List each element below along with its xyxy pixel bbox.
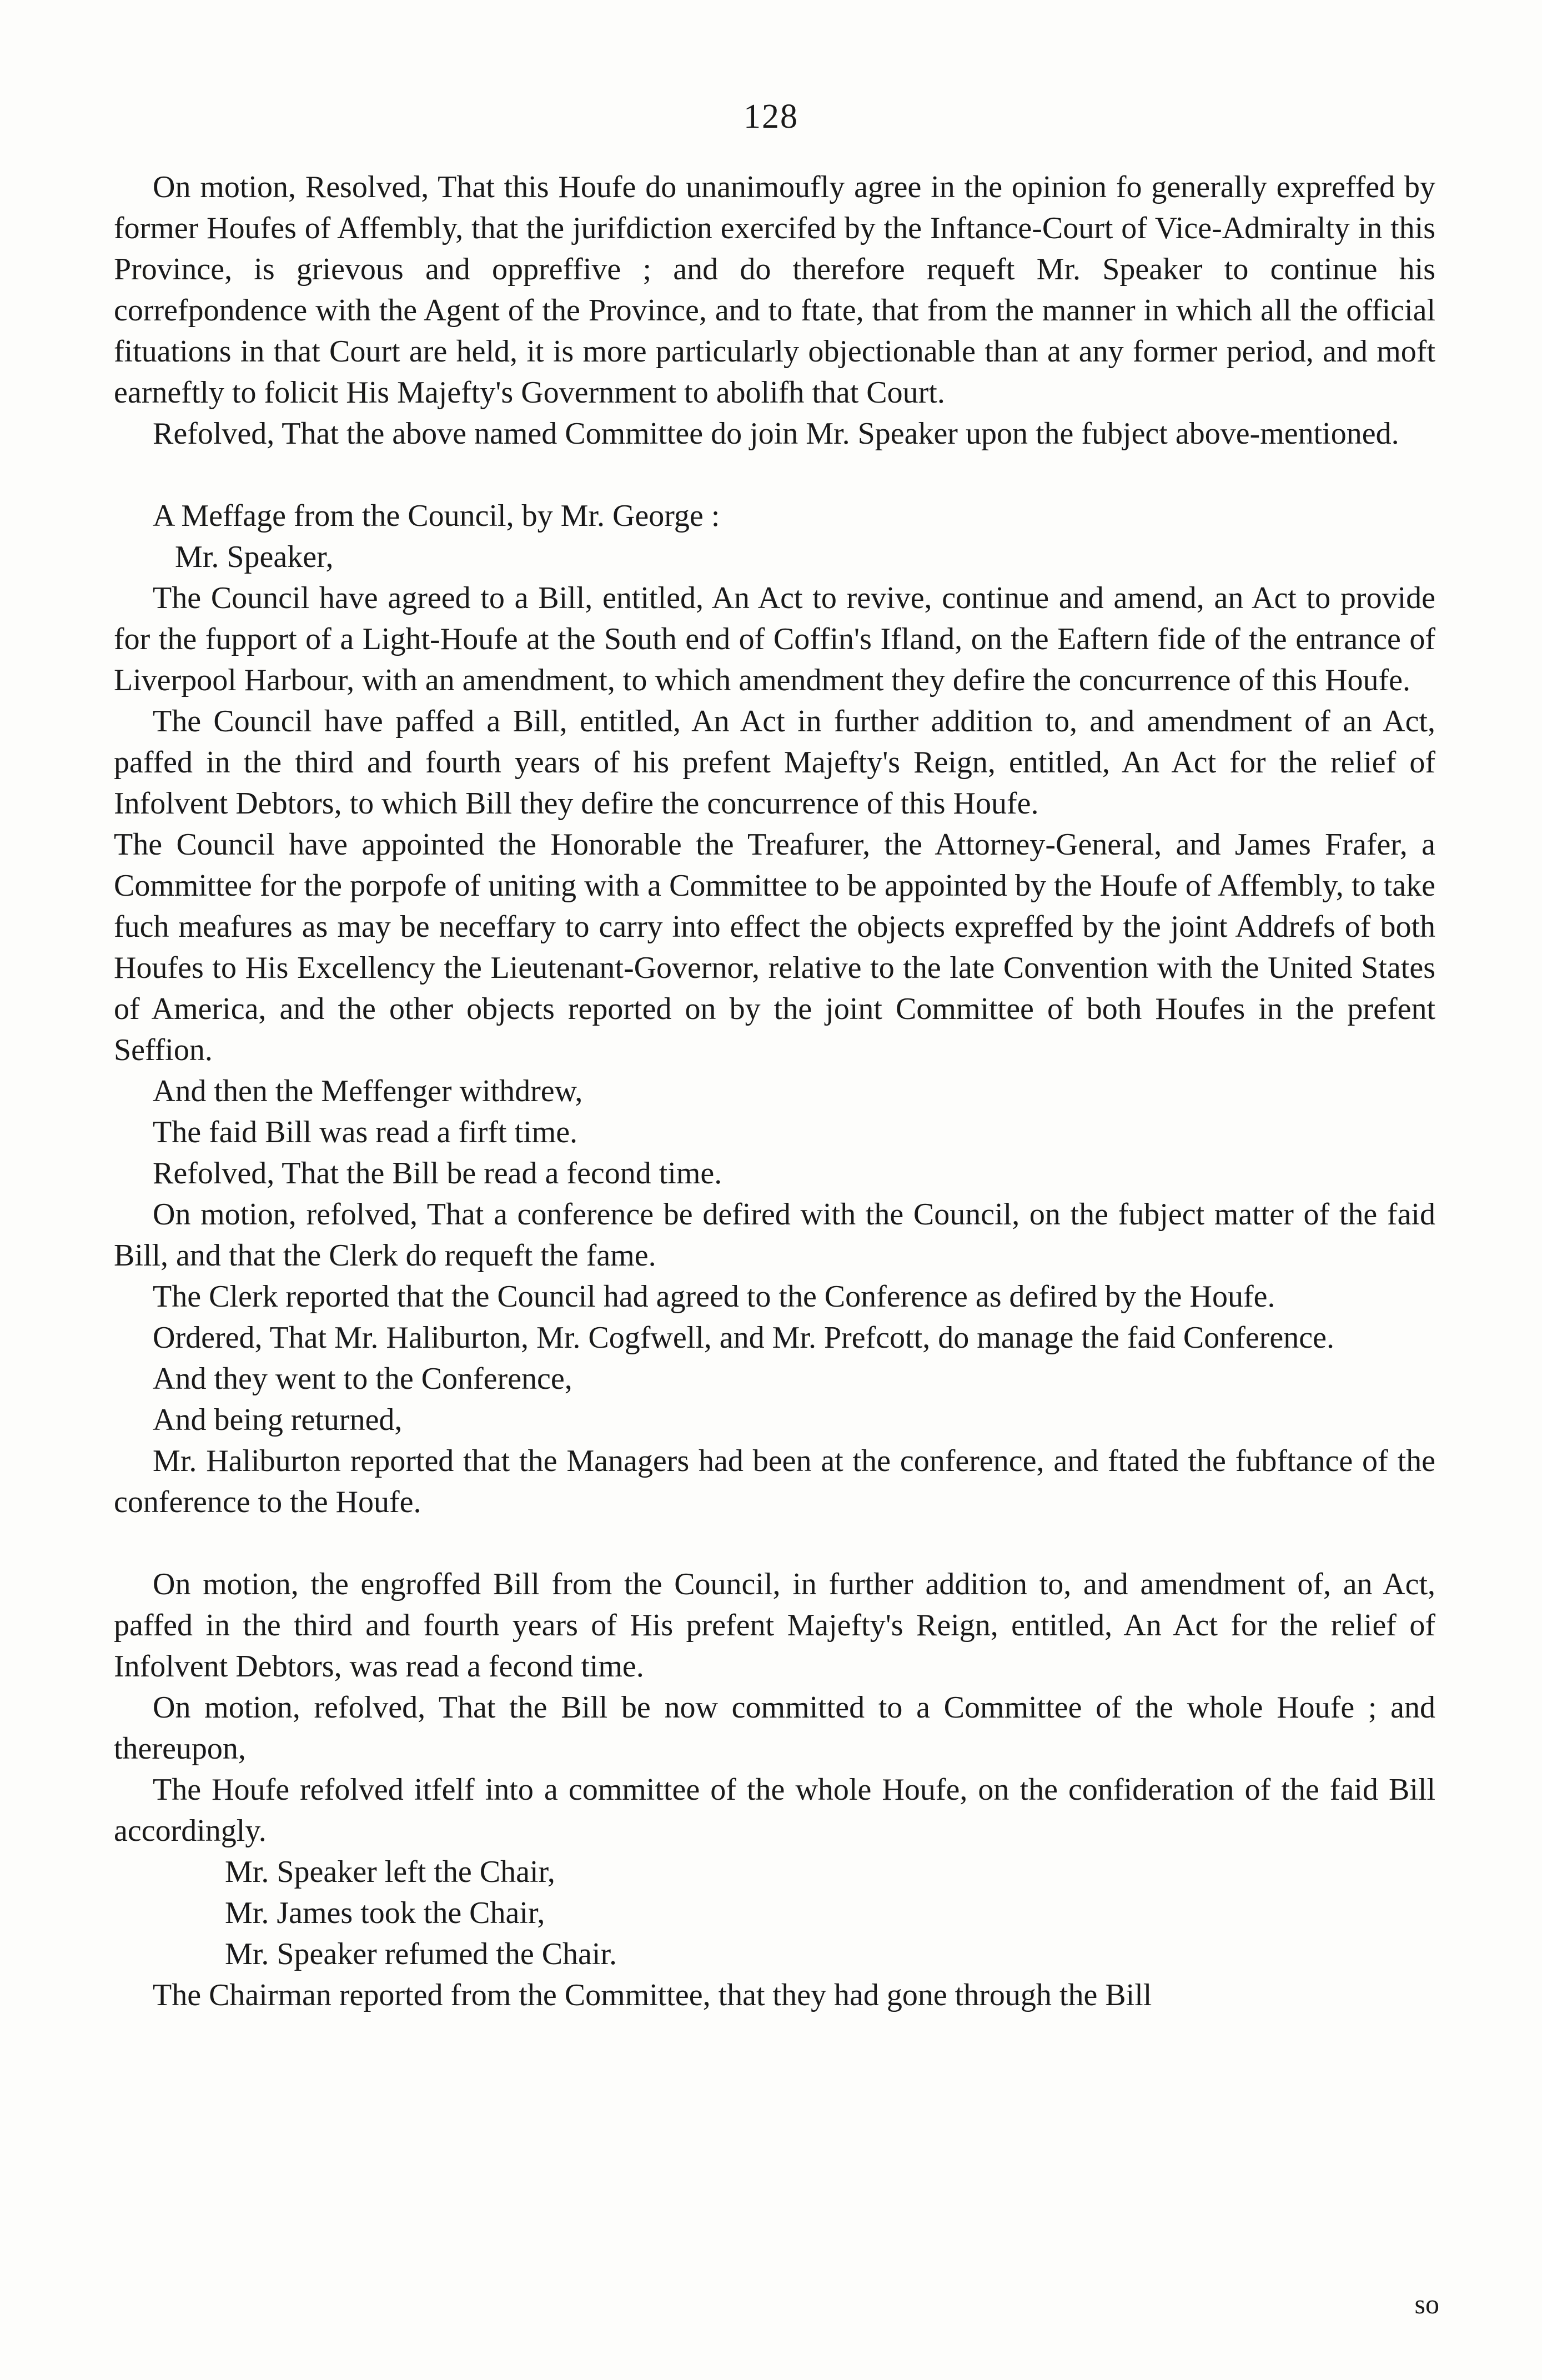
paragraph-committee-of-whole: The Houfe refolved itfelf into a committee of the whole Houfe, on the confideration of the faid Bill accordingly. — [114, 1773, 1435, 1848]
paragraph-second-reading-resolved: Refolved, That the Bill be read a fecond time. — [153, 1156, 722, 1191]
paragraph-lighthouse-bill: The Council have agreed to a Bill, entitled, An Act to revive, continue and amend, an Act to provide for the fupport of a Light-Houfe at the South end of Coffin's Ifland, on the Eaftern fide of the entrance of Liverpool Harbour, with an amendment, to which amendment they defire the concurrence of this Houfe. — [114, 581, 1435, 697]
paragraph-resolved-committee: Refolved, That the above named Committee do join Mr. Speaker upon the fubject above-mentioned. — [153, 416, 1399, 451]
paragraph-conference-desired: On motion, refolved, That a conference be defired with the Council, on the fubject matter of the faid Bill, and that the Clerk do requeft the fame. — [114, 1197, 1435, 1273]
paragraph-salutation: Mr. Speaker, — [175, 540, 334, 574]
paragraph-clerk-reported: The Clerk reported that the Council had agreed to the Conference as defired by the Houfe. — [153, 1279, 1275, 1314]
paragraph-committee-appointed: The Council have appointed the Honorable the Treafurer, the Attorney-General, and James Frafer, a Committee for the porpofe of uniting with a Committee to be appointed by the Houfe of Affembly, to take fuch meafures as may be neceffary to carry into effect the objects expreffed by the joint Addrefs of both Houfes to His Excellency the Lieutenant-Governor, relative to the late Convention with the United States of America, and the other objects reported on by the joint Committee of both Houfes in the prefent Seffion. — [114, 827, 1435, 1067]
body-text — [114, 167, 1435, 2016]
paragraph-committed: On motion, refolved, That the Bill be now committed to a Committee of the whole Houfe ; and thereupon, — [114, 1690, 1435, 1766]
paragraph-resolved-admiralty: On motion, Resolved, That this Houfe do unanimoufly agree in the opinion fo generally expreffed by former Houfes of Affembly, that the jurifdiction exercifed by the Inftance-Court of Vice-Admiralty in this Province, is grievous and oppreffive ; and do therefore requeft Mr. Speaker to continue his correfpondence with the Agent of the Province, and to ftate, that from the manner in which all the official fituations in that Court are held, it is more particularly objectionable than at any former period, and moft earneftly to folicit His Majefty's Government to abolifh that Court. — [114, 170, 1435, 410]
paragraph-james-took-chair: Mr. James took the Chair, — [225, 1896, 545, 1930]
paragraph-engrossed-bill: On motion, the engroffed Bill from the Council, in further addition to, and amendment of, an Act, paffed in the third and fourth years of His prefent Majefty's Reign, entitled, An Act for the relief of Infolvent Debtors, was read a fecond time. — [114, 1567, 1435, 1684]
paragraph-being-returned: And being returned, — [153, 1403, 403, 1437]
page-number: 128 — [744, 98, 798, 135]
paragraph-speaker-left: Mr. Speaker left the Chair, — [225, 1855, 555, 1889]
paragraph-speaker-resumed: Mr. Speaker refumed the Chair. — [225, 1937, 617, 1971]
paragraph-went-to-conference: And they went to the Conference, — [153, 1362, 572, 1396]
paragraph-first-reading: The faid Bill was read a firft time. — [153, 1115, 578, 1149]
paragraph-insolvent-bill: The Council have paffed a Bill, entitled, An Act in further addition to, and amendment of an Act, paffed in the third and fourth years of his prefent Majefty's Reign, entitled, An Act for the relief of Infolvent Debtors, to which Bill they defire the concurrence of this Houfe. — [114, 704, 1435, 821]
paragraph-message-intro: A Meffage from the Council, by Mr. George : — [153, 499, 720, 533]
paragraph-haliburton-reported: Mr. Haliburton reported that the Managers had been at the conference, and ftated the fubftance of the conference to the Houfe. — [114, 1444, 1435, 1519]
catchword: so — [1414, 2288, 1439, 2319]
paragraph-messenger-withdrew: And then the Meffenger withdrew, — [153, 1074, 583, 1108]
paragraph-chairman-reported: The Chairman reported from the Committee, that they had gone through the Bill — [153, 1978, 1152, 2012]
paragraph-managers-ordered: Ordered, That Mr. Haliburton, Mr. Cogfwell, and Mr. Prefcott, do manage the faid Conference. — [153, 1320, 1334, 1355]
